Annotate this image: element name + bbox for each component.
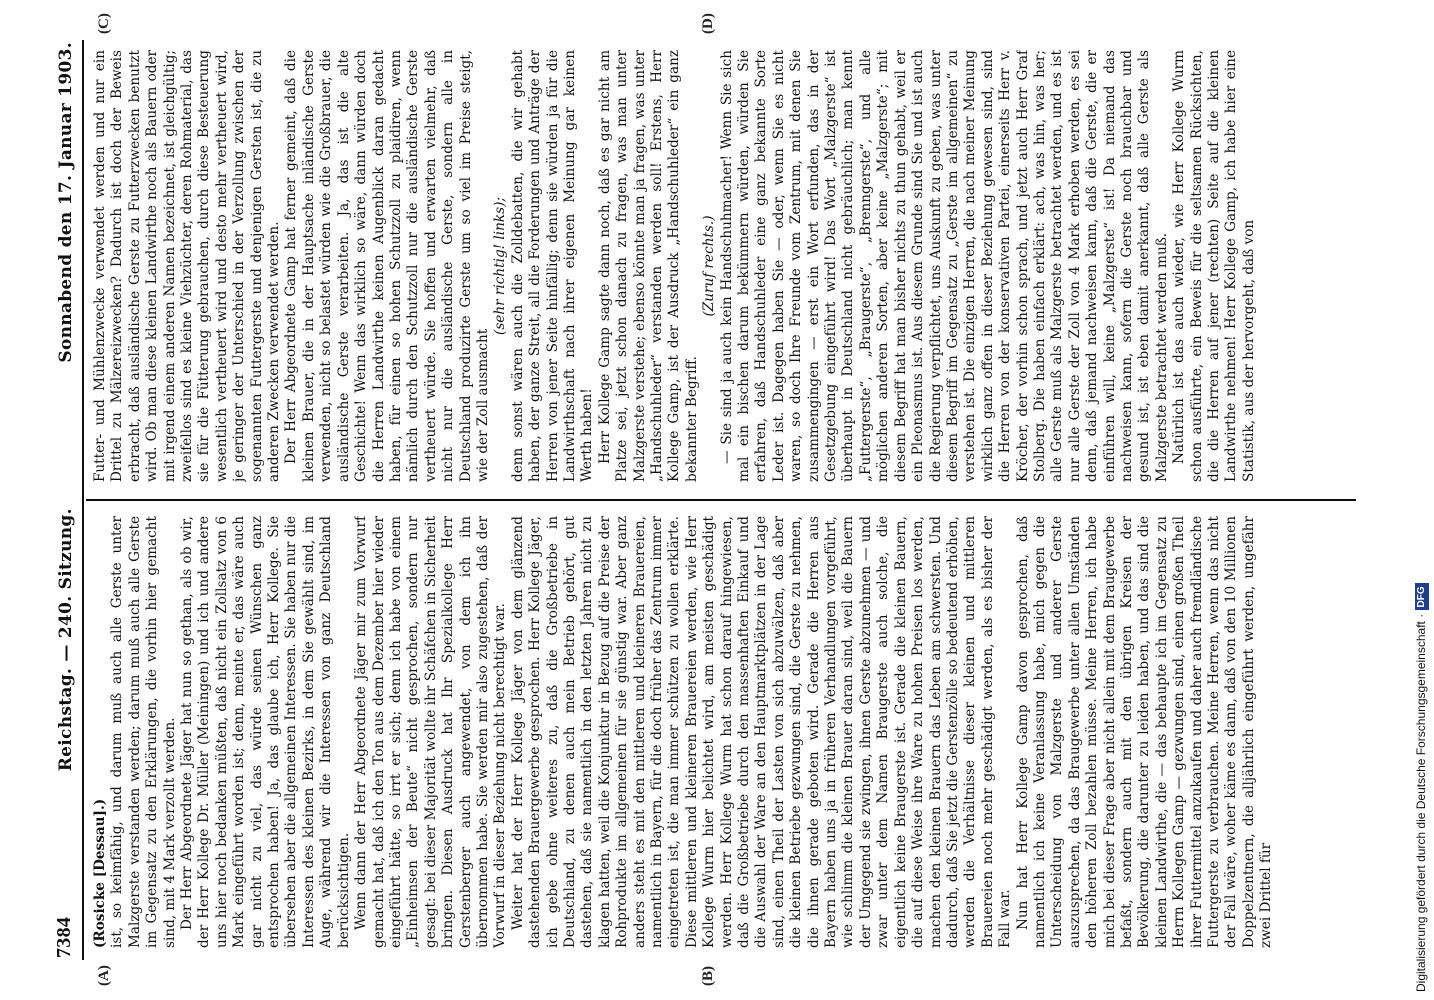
credit-text: Digitalisierung gefördert durch die Deutsche Forschungsgemeinschaft ·	[1414, 613, 1428, 992]
paragraph: Herr Kollege Gamp sagte dann noch, daß es gar nicht am Platze sei, jetzt schon danach zu fragen, was man unter Malzgerste verstehe; ebenso könnte man ja fragen, was unter „Handschuhleder“ verstanden werden soll! Erstens, Herr Kollege Gamp, ist der Ausdruck „Handschuhleder“ ein ganz bekannter Begriff.	[596, 50, 700, 482]
margin-marker-c: (C)	[96, 13, 112, 34]
interjection: (sehr richtig! links);	[492, 197, 509, 335]
paragraph: Weiter hat der Herr Kollege Jäger von dem glänzend dastehenden Brauergewerbe gesprochen. Herr Kollege Jäger, ich gebe ohne weiteres zu, daß die Großbetriebe in Deutschland, zu denen auch mein Betrieb gehört, gut dastehen, daß sie namentlich in den letzten Jahren nicht zu klagen hatten, weil die Konjunktur in Bezug auf die Preise der Rohprodukte im allgemeinen für sie günstig war. Aber ganz anders steht es mit den mittleren und kleineren Brauereien, namentlich in Bayern, für die doch früher das Zentrum immer eingetreten ist, die man immer schützen zu wollen erklärte. Diese mittleren und kleineren Brauereien werden, wie Herr Kollege Wurm hier belichtet wird, am meisten geschädigt werden. Herr Kollege Wurm hat schon darauf hingewiesen, daß die Großbetriebe durch den massenhaften Einkauf und die Auswahl der Ware an den Hauptmarktplätzen in der Lage sind, einen Theil der Lasten von sich abzuwälzen, daß aber die kleinen Betriebe gezwungen sind, die Gerste zu nehmen, die ihnen gerade geboten wird. Gerade die Herren aus Bayern haben uns ja in früheren Verhandlungen vorgeführt, wie schlimm die kleinen Brauer daran sind, weil die Bauern der Umgegend sie zwingen, ihnen Gerste abzunehmen — und zwar unter dem Namen Braugerste auch solche, die eigentlich keine Braugerste ist. Gerade die kleinen Bauern, die auf diese Weise ihre Ware zu hohen Preisen los werden, machen den kleinen Brauern das Leben am schwersten. Und dadurch, daß Sie jetzt die Gerstenzölle so bedeutend erhöhen, werden die Verhältnisse dieser kleinen und mittleren Brauereien noch mehr geschädigt werden, als es bisher der Fall war.	[509, 516, 1014, 948]
paragraph: Der Herr Abgeordnete Gamp hat ferner gemeint, daß die kleinen Brauer, die in der Hauptsache inländische Gerste verwenden, nicht so belastet würden wie die Großbrauer, die ausländische Gerste verarbeiten. Ja, das ist die alte Geschichte! Wenn das wirklich so wäre, dann würden doch die Herren Landwirthe keinen Augenblick daran gedacht haben, für einen so hohen Schutzzoll zu plaidiren, wenn nämlich durch den Schutzzoll nur die ausländische Gerste vertheuert würde. Sie hoffen und erwarten vielmehr, daß nicht nur die ausländische Gerste, sondern alle in Deutschland produzirte Gerste um so viel im Preise steigt, wie der Zoll ausmacht	[283, 50, 491, 482]
margin-marker-d: (D)	[700, 13, 716, 34]
session-date: Sonnabend den 17. Januar 1903.	[56, 42, 76, 363]
column-divider	[86, 499, 1356, 501]
left-column	[92, 516, 1354, 948]
paragraph: ist, so keimfähig, und darum muß auch alle Gerste unter Malzgerste verstanden werden; darum muß auch alle Gerste im Gegensatz zu den Erklärungen, die vorhin hier gemacht sind, mit 4 Mark verzollt werden.	[109, 516, 178, 948]
dfg-logo: DFG	[1415, 583, 1429, 610]
margin-marker-b: (B)	[700, 966, 716, 986]
header-rule	[82, 40, 84, 960]
margin-marker-a: (A)	[96, 965, 112, 986]
paragraph: — Sie sind ja auch kein Handschuhmacher! Wenn Sie sich mal ein bischen darum bekümmern würden, würden Sie erfahren, daß Handschuhleder eine ganz bekannte Sorte Leder ist. Dagegen haben Sie — oder, wenn Sie es nicht waren, so doch Ihre Freunde vom Zentrum, mit denen Sie zusammengingen — erst ein Wort erfunden, das in der Gesetzgebung eingeführt wird! Das Wort „Malzgerste“ ist überhaupt in Deutschland nicht gebräuchlich; man kennt „Futtergerste“, „Braugerste“, „Brenngerste“, und alle möglichen anderen Sorten, aber keine „Malzgerste“; mit diesem Begriff hat man bisher nichts zu thun gehabt, weil er ein Pleonasmus ist. Aus diesem Grunde sind Sie und ist auch die Regierung verpflichtet, uns Auskunft zu geben, was unter diesem Begriff im Gegensatz zu „Gerste im allgemeinen“ zu verstehen ist. Die einzigen Herren, die nach meiner Meinung wirklich ganz offen in dieser Beziehung gewesen sind, sind die Herren von der konservativen Partei, einerseits Herr v. Kröcher, der vorhin schon sprach, und jetzt auch Herr Graf Stolberg. Die haben einfach erklärt: ach, was hin, was her; alle Gerste muß als Malzgerste betrachtet werden, und es ist nur alle Gerste der Zoll von 4 Mark erhoben werden, es sei denn, daß jemand nachweisen kann, daß die Gerste, die er einführen will, keine „Malzgerste“ ist! Da niemand das nachweisen kann, sofern die Gerste noch brauchbar und gesund ist, ist eben damit anerkannt, daß alle Gerste als Malzgerste betrachtet werden muß.	[718, 50, 1170, 482]
interjection: (Zuruf rechts.)	[701, 215, 718, 317]
digitization-credit-sidebar	[1410, 8, 1432, 992]
page-header	[46, 42, 76, 958]
publication-title: Reichstag. — 240. Sitzung.	[56, 508, 76, 772]
right-column	[92, 50, 1354, 482]
paragraph: Wenn dann der Herr Abgeordnete Jäger mir zum Vorwurf gemacht hat, daß ich den Ton aus dem Dezember hier wieder eingeführt hätte, so irrt er sich; denn ich habe von einem „Einheimsen der Beute“ nicht gesprochen, sondern nur gesagt: bei dieser Majorität wollte ihr Schäfchen in Sicherheit bringen. Diesen Ausdruck hat Ihr Spezialkollege Herr Gerstenberger auch angewendet, von dem ich ihn übernommen habe. Sie werden mir also zugestehen, daß der Vorwurf in dieser Beziehung nicht berechtigt war.	[353, 516, 509, 948]
digitization-credit	[1410, 8, 1432, 992]
paragraph: Natürlich ist das auch wieder, wie Herr Kollege Wurm schon ausführte, ein Beweis für die seltsamen Rücksichten, die die Herren auf jener (rechten) Seite auf die kleinen Landwirthe nehmen! Herr Kollege Gamp, ich habe hier eine Statistik, aus der hervorgeht, daß von	[1171, 50, 1257, 482]
paragraph: Nun hat Herr Kollege Gamp davon gesprochen, daß namentlich ich keine Veranlassung habe, mich gegen die Unterscheidung von Malzgerste und anderer Gerste auszusprechen, da das Braugewerbe unter allen Umständen den höheren Zoll bezahlen müsse. Meine Herren, ich habe mich bei dieser Frage aber nicht allein mit dem Braugewerbe befaßt, sondern auch mit den übrigen Kreisen der Bevölkerung, die darunter zu leiden haben, und das sind die kleinen Landwirthe, die — das behaupte ich im Gegensatz zu Herrn Kollegen Gamp — gezwungen sind, einen großen Theil ihrer Futtermittel anzukaufen und daher auch fremdländische Futtergerste zu verbrauchen. Meine Herren, wenn das nicht der Fall wäre, woher käme es dann, daß von den 10 Millionen Doppelzentnern, die alljährlich eingeführt werden, ungefähr zwei Drittel für	[1014, 516, 1275, 948]
paragraph: Futter- und Mühlenzwecke verwendet werden und nur ein Drittel zu Mälzereizwecken? Dadurch ist doch der Beweis erbracht, daß ausländische Gerste zu Futterzwecken benutzt wird. Ob man diese kleinen Landwirthe noch als Bauern oder mit irgend einem anderen Namen bezeichnet, ist gleichgültig; zweifellos sind es kleine Viehzüchter, deren Rohmaterial, das sie für die Fütterung gebrauchen, durch diese Besteuerung wesentlich vertheuert wird und desto mehr vertheuert wird, je geringer der Unterschied in der Verzollung zwischen der sogenannten Futtergerste und denjenigen Gersten ist, die zu anderen Zwecken verwendet werden.	[92, 50, 283, 482]
speaker-tag: (Rosicke [Dessau].)	[92, 798, 108, 948]
paragraph: Der Herr Abgeordnete Jäger hat nun so gethan, als ob wir, der Herr Kollege Dr. Müller (Meiningen) und ich und andere uns hier noch bedanken müßten, daß nicht ein Zollsatz von 6 Mark eingeführt worden ist; denn, meinte er, das wäre auch gar nicht zu viel, das würde seinen Wünschen ganz entsprochen haben! Ja, das glaube ich, Herr Kollege. Sie übersehen aber die allgemeinen Interessen. Sie haben nur die Interessen des kleinen Bezirks, in dem Sie gewählt sind, im Auge, während wir die Interessen von ganz Deutschland berücksichtigen.	[179, 516, 352, 948]
paragraph: denn sonst wären auch die Zolldebatten, die wir gehabt haben, der ganze Streit, all die Forderungen und Anträge der Herren von jener Seite hinfällig; denn sie würden ja für die Landwirthschaft nach ihrer eigenen Meinung gar keinen Werth haben!	[509, 50, 596, 482]
page-number: 7384	[53, 916, 75, 958]
